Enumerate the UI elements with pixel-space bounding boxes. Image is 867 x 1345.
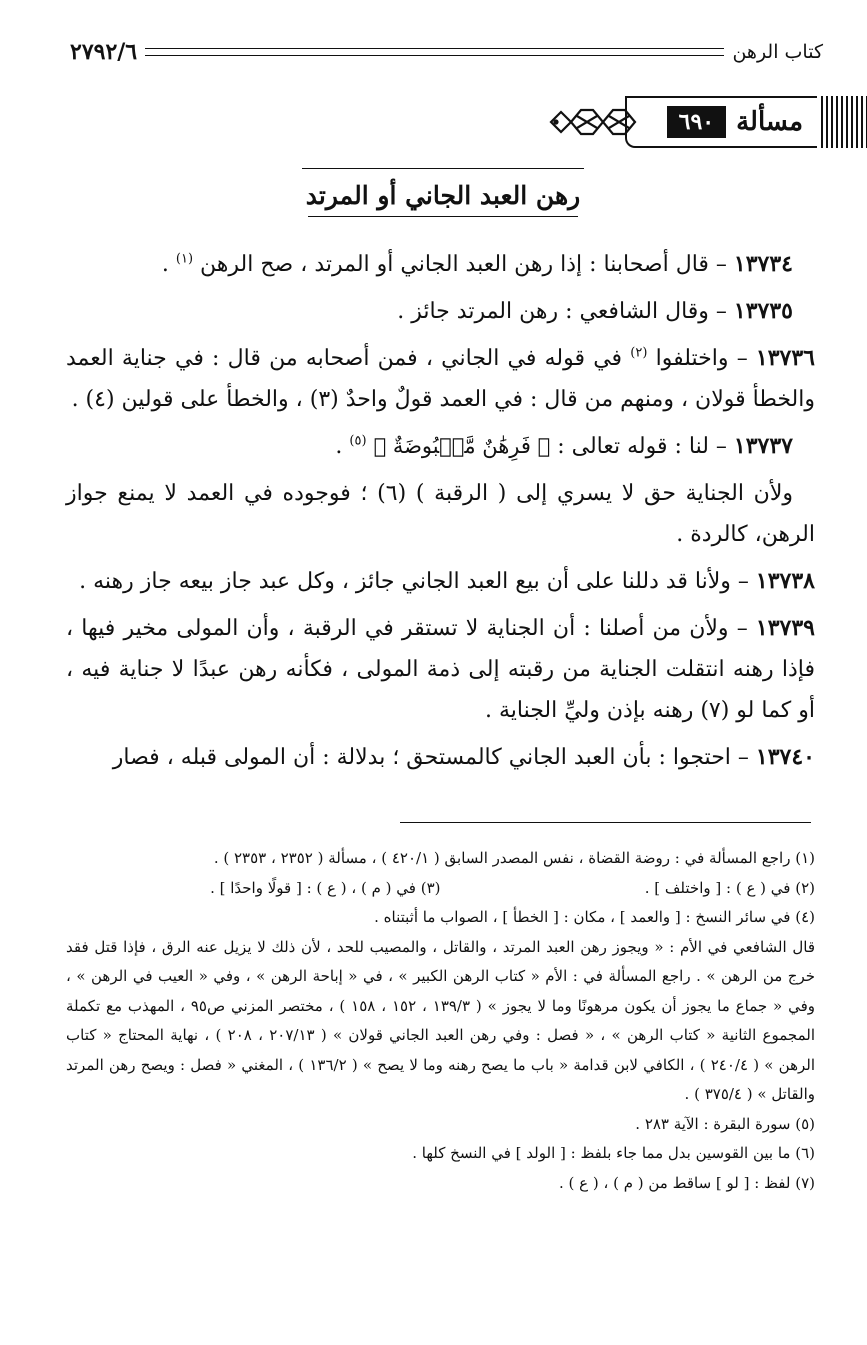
header-rule	[145, 48, 724, 56]
paragraph-13734	[66, 244, 815, 285]
paragraph-tail: في قوله في الجاني ، فمن أصحابه من قال : في جناية العمد والخطأ قولان ، ومنهم من قال : في العمد قولٌ واحدٌ (٣) ، والخطأ على قولين (٤) .	[66, 346, 815, 412]
paragraph-unnumbered	[66, 473, 815, 555]
paragraph-text: – واختلفوا	[647, 346, 756, 371]
paragraph-text: – لنا : قوله تعالى :	[550, 434, 734, 459]
paragraph-13738	[66, 561, 815, 602]
paragraph-number: ١٣٧٤٠	[755, 744, 815, 770]
running-header	[70, 32, 823, 72]
paragraph-number: ١٣٧٣٩	[755, 615, 815, 641]
masala-label: مسألة	[736, 107, 803, 137]
banner-bars-ornament	[821, 96, 867, 148]
paragraph-number: ١٣٧٣٤	[733, 251, 793, 277]
footnotes	[66, 844, 815, 1198]
masala-label-box	[625, 96, 817, 148]
book-title: كتاب الرهن	[732, 41, 823, 63]
paragraph-13739	[66, 608, 815, 731]
paragraph-13740	[66, 737, 815, 778]
footnote-4-continued: قال الشافعي في الأم : « ويجوز رهن العبد المرتد ، والقاتل ، والمصيب للحد ، لأن ذلك لا يزيل عنه الرق ، فإذا قتل فقد خرج من الرهن » . راجع المسألة في : الأم « كتاب الرهن الكبير » ، في « إباحة الرهن » ، وفي « العيب في الرهن » ، وفي « جماع ما يجوز أن يكون مرهونًا وما لا يجوز » ( ١٣٩/٣ ، ١٥٢ ، ١٥٨ ) ، مختصر المزني ص٩٥ ، المهذب مع تكملة المجموع الثانية « كتاب الرهن » ، « فصل : وفي رهن العبد الجاني قولان » ( ٢٠٧/١٣ ، ٢٠٨ ) ، نهاية المحتاج « كتاب الرهن » ( ٢٤٠/٤ ) ، الكافي لابن قدامة « باب ما يصح رهنه وما لا يصح » ( ١٣٦/٢ ) ، المغني « فصل : ويصح رهن المرتد والقاتل » ( ٣٧٥/٤ ) .	[66, 937, 816, 1103]
paragraph-number: ١٣٧٣٧	[733, 433, 793, 459]
masala-banner	[547, 92, 867, 156]
title-underline	[308, 216, 578, 217]
arabesque-ornament-icon	[547, 102, 639, 142]
footnote-ref: (٥)	[349, 433, 367, 449]
footnote-row	[66, 874, 815, 904]
paragraph-text: – احتجوا : بأن العبد الجاني كالمستحق ؛ بدلالة : أن المولى قبله ، فصار	[112, 745, 756, 770]
page-number: ٢٧٩٢/٦	[70, 39, 138, 65]
paragraph-13736	[66, 338, 815, 420]
footnote-7: (٧) لفظ : [ لو ] ساقط من ( م ) ، ( ع ) .	[558, 1173, 815, 1192]
main-text	[66, 244, 815, 784]
footnote-4: (٤) في سائر النسخ : [ والعمد ] ، مكان : [ الخطأ ] ، الصواب ما أثبتناه .	[374, 908, 815, 926]
paragraph-text: – ولأنا قد دللنا على أن بيع العبد الجاني جائز ، وكل عبد جاز بيعه جاز رهنه .	[79, 569, 756, 594]
chapter-title: رهن العبد الجاني أو المرتد	[305, 181, 581, 210]
paragraph-number: ١٣٧٣٦	[755, 345, 815, 371]
paragraph-tail: .	[161, 252, 176, 277]
paragraph-13737	[66, 426, 815, 467]
paragraph-number: ١٣٧٣٥	[733, 298, 793, 324]
paragraph-text: ولأن الجناية حق لا يسري إلى ( الرقبة ) (٦) ؛ فوجوده في العمد لا يمنع جواز الرهن، كالردة .	[66, 481, 815, 547]
footnote-ref: (٢)	[630, 345, 648, 361]
paragraph-text: – وقال الشافعي : رهن المرتد جائز .	[397, 299, 734, 324]
footnote-3: (٣) في ( م ) ، ( ع ) : [ قولًا واحدًا ] .	[210, 878, 441, 897]
footnote-separator	[400, 822, 811, 823]
footnote-ref: (١)	[175, 251, 194, 267]
paragraph-number: ١٣٧٣٨	[755, 568, 815, 594]
quran-verse: ﴿ فَرِهَٰنٌ مَّقۡبُوضَةٌ ﴾	[373, 434, 551, 458]
masala-number: ٦٩٠	[667, 106, 726, 138]
paragraph-text: – قال أصحابنا : إذا رهن العبد الجاني أو المرتد ، صح الرهن	[193, 252, 734, 277]
paragraph-text: – ولأن من أصلنا : أن الجناية لا تستقر في الرقبة ، وأن المولى مخير فيها ، فإذا رهنه انتقلت الجناية من رقبته إلى ذمة المولى ، فكأنه رهن عبدًا لا جناية فيه ، أو كما لو (٧) رهنه بإذن وليِّ الجناية .	[66, 616, 815, 723]
footnote-6: (٦) ما بين القوسين بدل مما جاء بلفظ : [ الولد ] في النسخ كلها .	[412, 1144, 815, 1162]
paragraph-13735	[66, 291, 815, 332]
paragraph-tail: .	[335, 434, 350, 459]
footnote-5: (٥) سورة البقرة : الآية ٢٨٣ .	[635, 1114, 815, 1133]
footnote-2: (٢) في ( ع ) : [ واختلف ] .	[644, 878, 815, 897]
footnote-1: (١) راجع المسألة في : روضة القضاة ، نفس المصدر السابق ( ٤٢٠/١ ) ، مسألة ( ٢٣٥٢ ، ٢٣٥٣ ) .	[213, 849, 815, 867]
chapter-title-block	[302, 168, 584, 217]
